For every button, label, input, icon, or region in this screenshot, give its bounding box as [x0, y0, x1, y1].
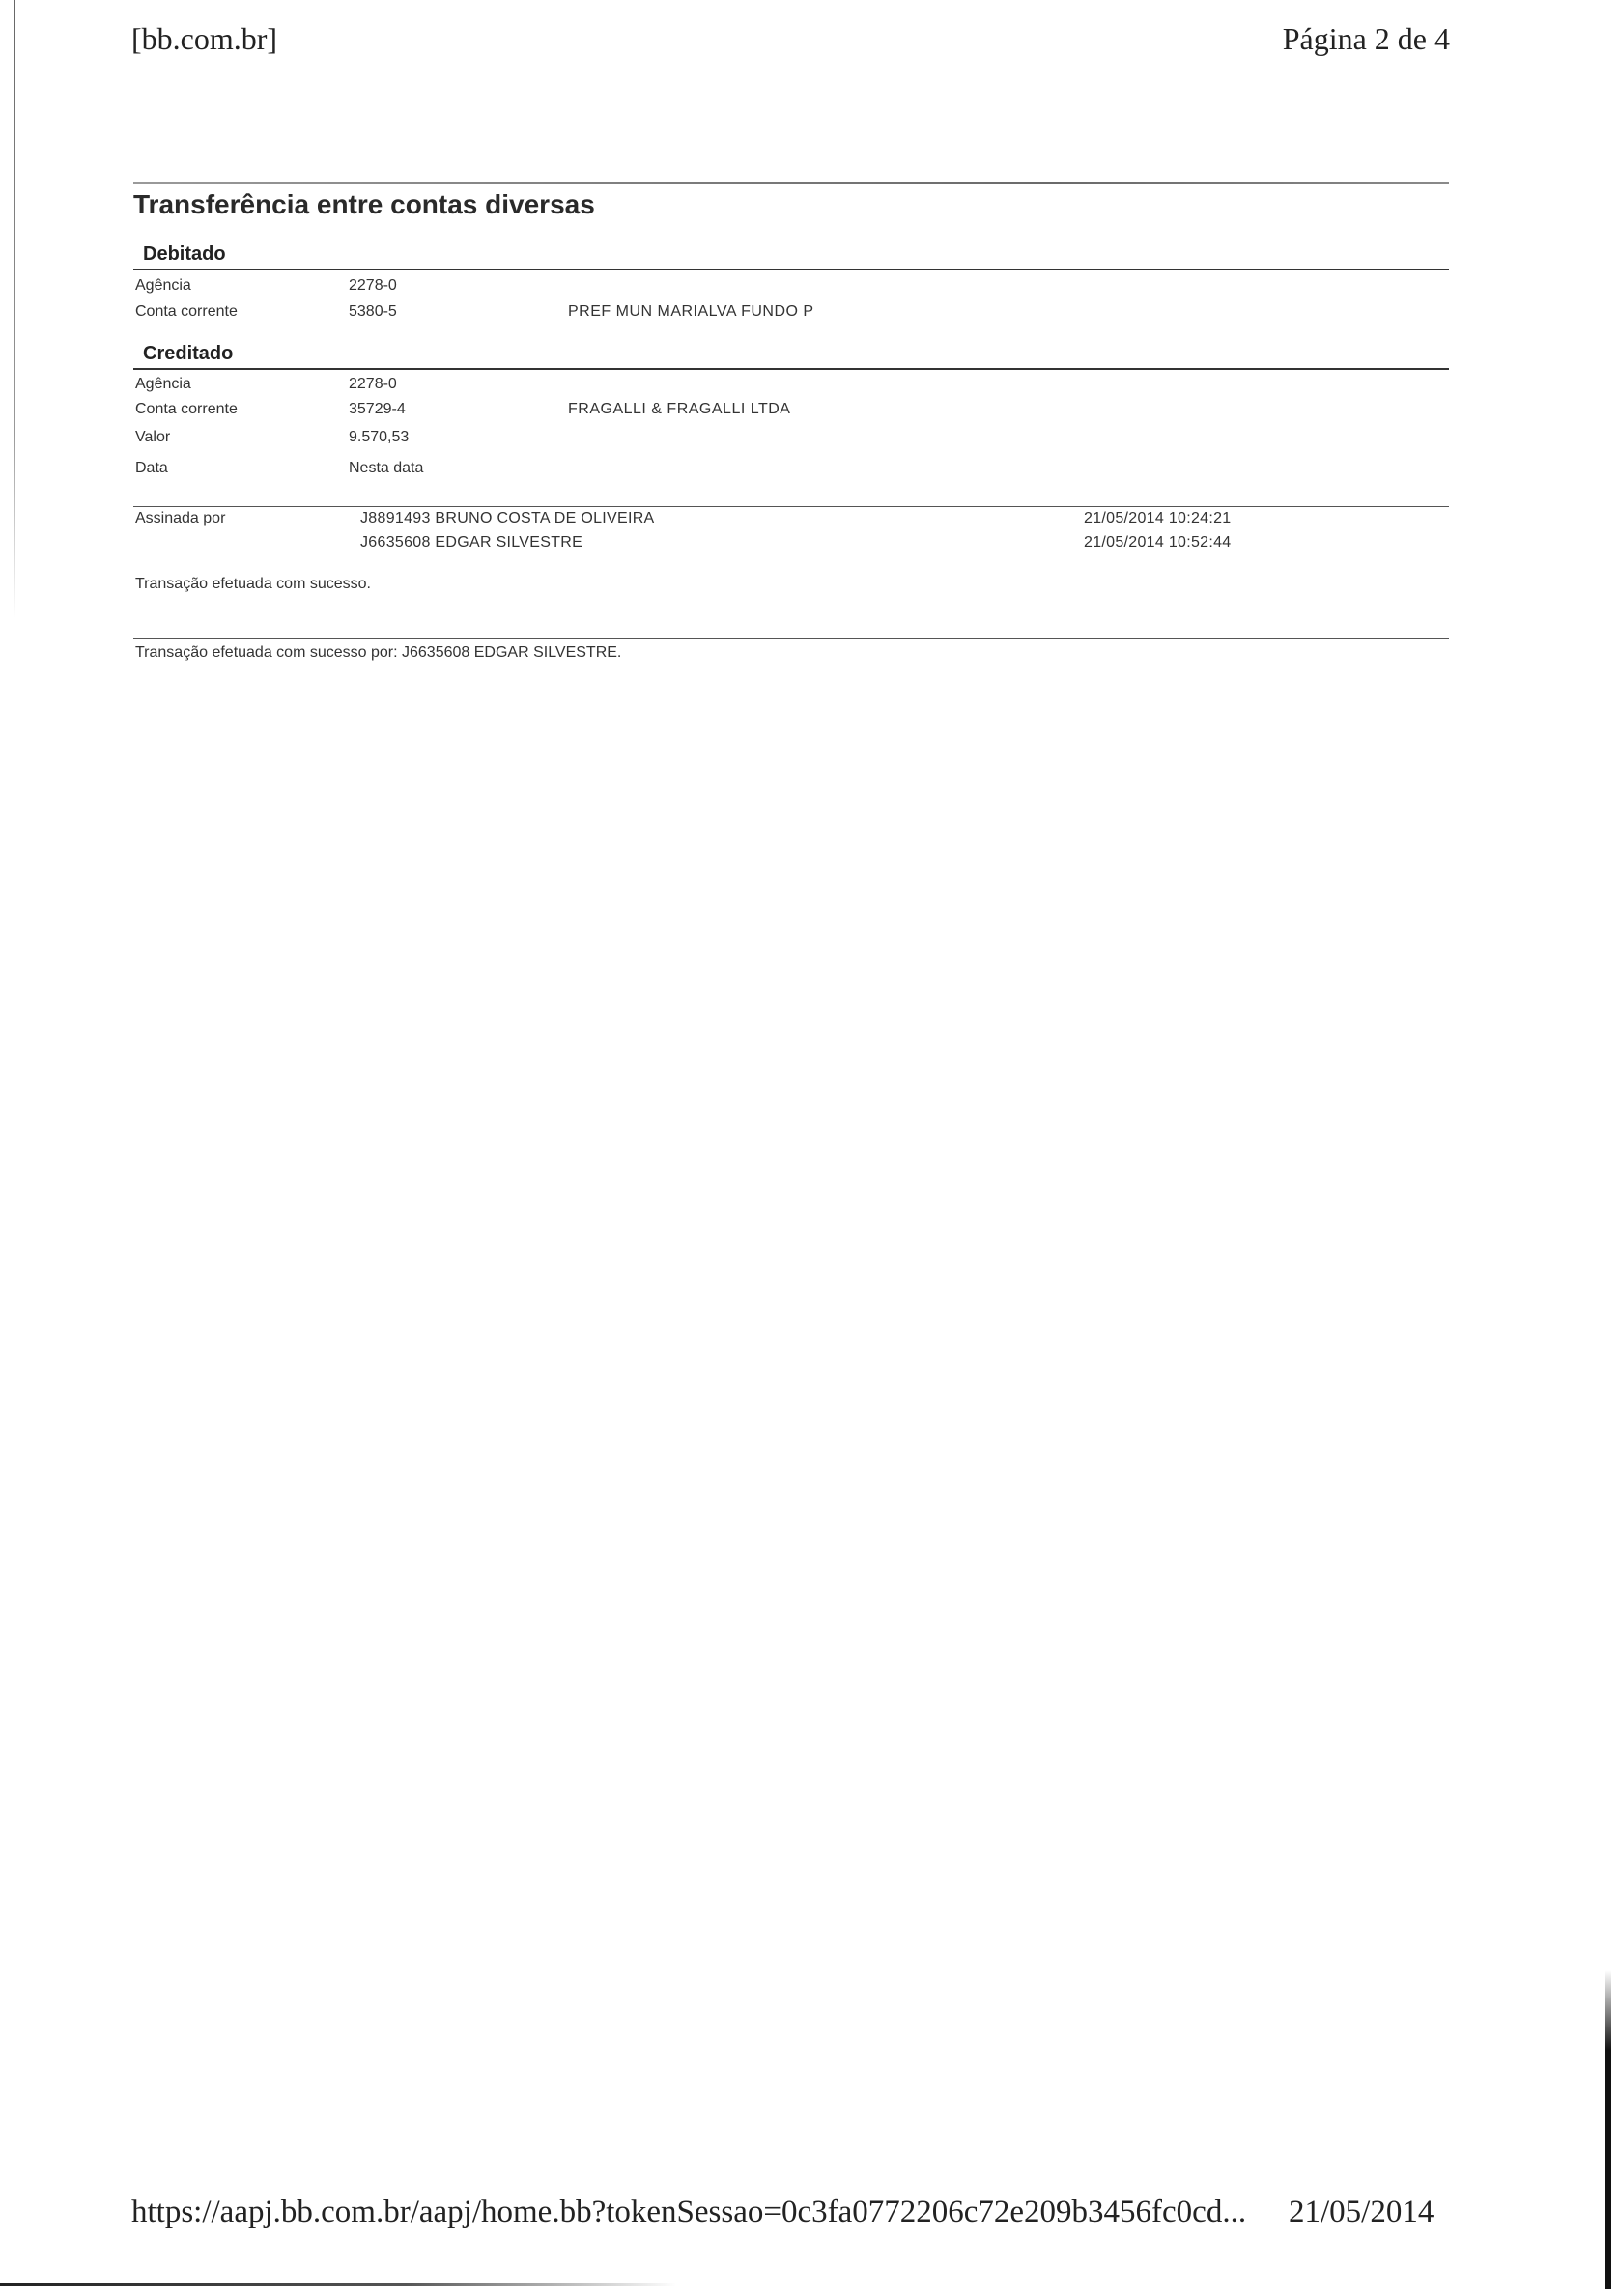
signer-timestamp: 21/05/2014 10:24:21 [1084, 510, 1232, 526]
creditado-agencia-value: 2278-0 [349, 376, 397, 392]
header-page-number: Página 2 de 4 [1282, 21, 1450, 56]
signer-timestamp: 21/05/2014 10:52:44 [1084, 534, 1232, 551]
creditado-rule [133, 368, 1449, 370]
document-title: Transferência entre contas diversas [133, 189, 595, 219]
status-final-message: Transação efetuada com sucesso por: J6635608 EDGAR SILVESTRE. [135, 644, 622, 661]
assinada-por-label: Assinada por [135, 510, 226, 526]
debitado-heading: Debitado [143, 243, 226, 265]
assinaturas-rule [133, 506, 1449, 507]
debitado-rule [133, 269, 1449, 270]
creditado-heading: Creditado [143, 343, 234, 364]
debitado-titular: PREF MUN MARIALVA FUNDO P [568, 303, 814, 320]
scan-edge-right [1605, 1970, 1611, 2289]
creditado-valor-value: 9.570,53 [349, 429, 410, 445]
header-site: [bb.com.br] [131, 21, 278, 56]
debitado-agencia-value: 2278-0 [349, 277, 397, 294]
debitado-conta-label: Conta corrente [135, 303, 238, 320]
title-top-rule [133, 182, 1449, 184]
footer-url: https://aapj.bb.com.br/aapj/home.bb?tokenSessao=0c3fa0772206c72e209b3456fc0cd... [131, 2195, 1247, 2229]
creditado-agencia-label: Agência [135, 376, 191, 392]
signer-name: J6635608 EDGAR SILVESTRE [360, 534, 583, 551]
scan-edge-bottom [0, 2283, 676, 2286]
status-message: Transação efetuada com sucesso. [135, 576, 371, 592]
scan-edge-left [14, 0, 15, 618]
debitado-agencia-label: Agência [135, 277, 191, 294]
creditado-valor-label: Valor [135, 429, 171, 445]
creditado-data-value: Nesta data [349, 460, 424, 476]
creditado-conta-value: 35729-4 [349, 401, 406, 417]
creditado-titular: FRAGALLI & FRAGALLI LTDA [568, 401, 791, 417]
creditado-conta-label: Conta corrente [135, 401, 238, 417]
footer-date: 21/05/2014 [1289, 2195, 1434, 2229]
signer-name: J8891493 BRUNO COSTA DE OLIVEIRA [360, 510, 655, 526]
status-final-rule [133, 638, 1449, 639]
creditado-data-label: Data [135, 460, 168, 476]
debitado-conta-value: 5380-5 [349, 303, 397, 320]
